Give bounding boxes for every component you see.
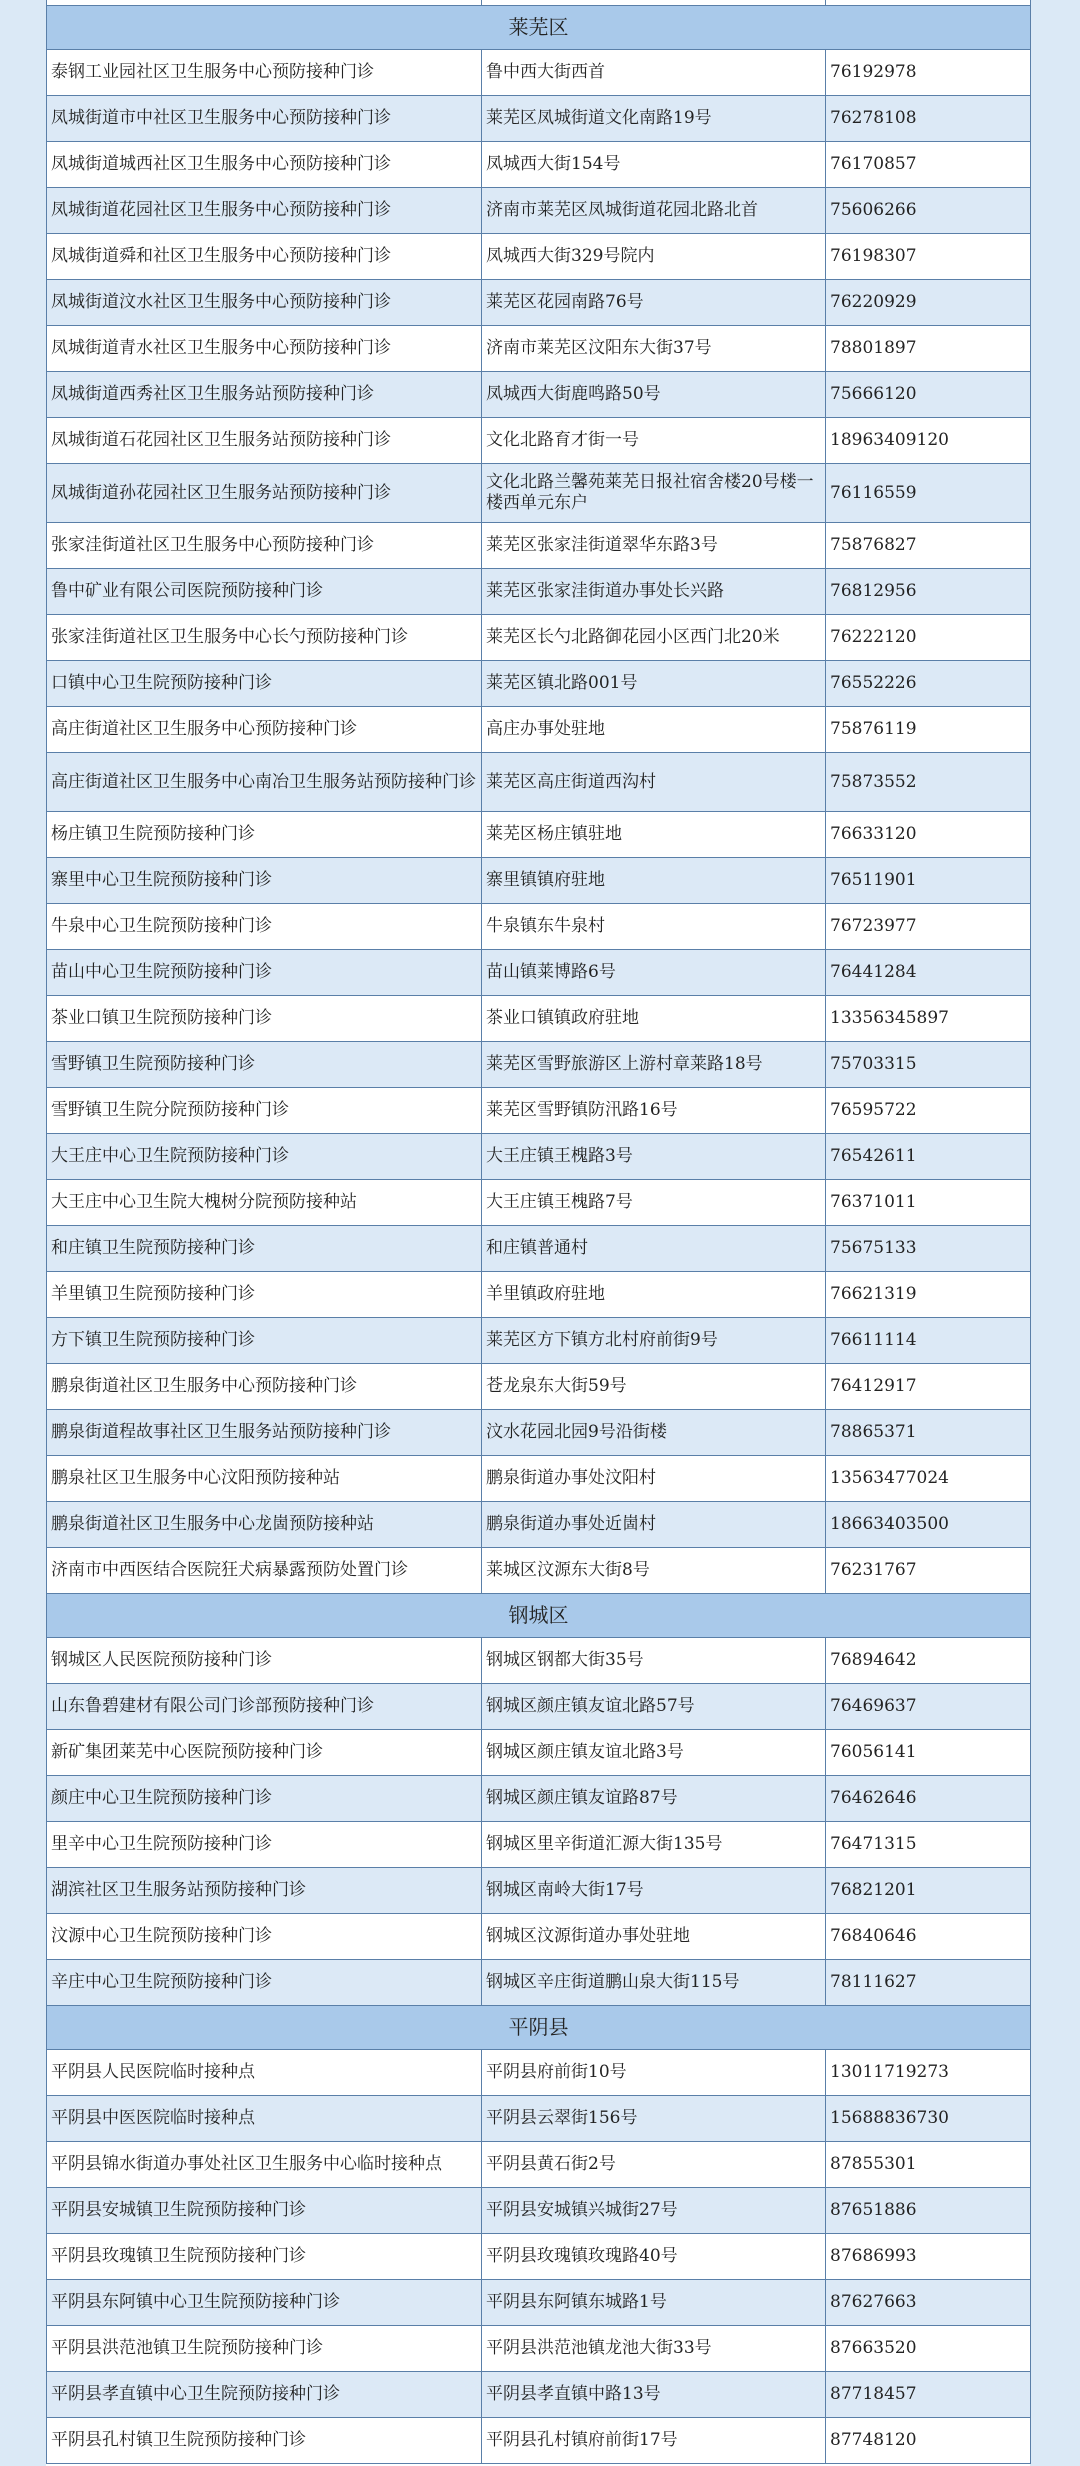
clinic-name-cell: 苗山中心卫生院预防接种门诊 bbox=[47, 950, 482, 996]
clinic-name-cell: 牛泉中心卫生院预防接种门诊 bbox=[47, 904, 482, 950]
table-row bbox=[47, 1318, 1031, 1364]
table-row bbox=[47, 326, 1031, 372]
table-row bbox=[47, 1868, 1031, 1914]
phone-cell: 76723977 bbox=[826, 904, 1031, 950]
address-cell: 平阴县孝直镇中路13号 bbox=[482, 2372, 826, 2418]
table-row bbox=[47, 2096, 1031, 2142]
address-cell: 莱芜区杨庄镇驻地 bbox=[482, 812, 826, 858]
clinic-name-cell: 高庄街道社区卫生服务中心预防接种门诊 bbox=[47, 707, 482, 753]
clinic-name-cell: 鹏泉街道程故事社区卫生服务站预防接种门诊 bbox=[47, 1410, 482, 1456]
clinic-name-cell: 鲁中矿业有限公司医院预防接种门诊 bbox=[47, 569, 482, 615]
phone-cell: 15688836730 bbox=[826, 2096, 1031, 2142]
clinic-name-cell: 平阴县孔村镇卫生院预防接种门诊 bbox=[47, 2418, 482, 2464]
table-row bbox=[47, 2188, 1031, 2234]
address-cell: 茶业口镇镇政府驻地 bbox=[482, 996, 826, 1042]
phone-cell: 75876119 bbox=[826, 707, 1031, 753]
phone-cell: 78111627 bbox=[826, 1960, 1031, 2006]
phone-cell: 78801897 bbox=[826, 326, 1031, 372]
address-cell: 苍龙泉东大街59号 bbox=[482, 1364, 826, 1410]
vaccination-clinic-table bbox=[46, 0, 1031, 2464]
address-cell: 平阴县安城镇兴城街27号 bbox=[482, 2188, 826, 2234]
address-cell: 莱芜区长勺北路御花园小区西门北20米 bbox=[482, 615, 826, 661]
table-row bbox=[47, 2326, 1031, 2372]
clinic-name-cell: 口镇中心卫生院预防接种门诊 bbox=[47, 661, 482, 707]
clinic-name-cell: 平阴县东阿镇中心卫生院预防接种门诊 bbox=[47, 2280, 482, 2326]
table-row bbox=[47, 1502, 1031, 1548]
table-row bbox=[47, 372, 1031, 418]
address-cell: 平阴县东阿镇东城路1号 bbox=[482, 2280, 826, 2326]
phone-cell: 75666120 bbox=[826, 372, 1031, 418]
clinic-name-cell: 寨里中心卫生院预防接种门诊 bbox=[47, 858, 482, 904]
phone-cell: 76821201 bbox=[826, 1868, 1031, 1914]
phone-cell: 18963409120 bbox=[826, 418, 1031, 464]
table-row bbox=[47, 615, 1031, 661]
address-cell: 和庄镇普通村 bbox=[482, 1226, 826, 1272]
phone-cell: 78865371 bbox=[826, 1410, 1031, 1456]
phone-cell: 87627663 bbox=[826, 2280, 1031, 2326]
address-cell: 牛泉镇东牛泉村 bbox=[482, 904, 826, 950]
section-header bbox=[47, 6, 1031, 50]
table-row bbox=[47, 2280, 1031, 2326]
table-row bbox=[47, 50, 1031, 96]
table-row bbox=[47, 1134, 1031, 1180]
address-cell: 苗山镇莱博路6号 bbox=[482, 950, 826, 996]
phone-cell: 75873552 bbox=[826, 753, 1031, 812]
address-cell: 凤城西大街329号院内 bbox=[482, 234, 826, 280]
phone-cell: 87663520 bbox=[826, 2326, 1031, 2372]
address-cell: 莱芜区雪野旅游区上游村章莱路18号 bbox=[482, 1042, 826, 1088]
table-row bbox=[47, 1776, 1031, 1822]
address-cell: 平阴县孔村镇府前街17号 bbox=[482, 2418, 826, 2464]
address-cell: 济南市莱芜区汶阳东大街37号 bbox=[482, 326, 826, 372]
clinic-name-cell: 新矿集团莱芜中心医院预防接种门诊 bbox=[47, 1730, 482, 1776]
clinic-name-cell: 凤城街道孙花园社区卫生服务站预防接种门诊 bbox=[47, 464, 482, 523]
phone-cell: 18663403500 bbox=[826, 1502, 1031, 1548]
phone-cell: 13356345897 bbox=[826, 996, 1031, 1042]
address-cell: 平阴县玫瑰镇玫瑰路40号 bbox=[482, 2234, 826, 2280]
section-header bbox=[47, 2006, 1031, 2050]
phone-cell: 76621319 bbox=[826, 1272, 1031, 1318]
table-row bbox=[47, 280, 1031, 326]
address-cell: 鲁中西大街西首 bbox=[482, 50, 826, 96]
phone-cell: 76552226 bbox=[826, 661, 1031, 707]
phone-cell: 87748120 bbox=[826, 2418, 1031, 2464]
clinic-name-cell: 鹏泉街道社区卫生服务中心预防接种门诊 bbox=[47, 1364, 482, 1410]
table-row bbox=[47, 1638, 1031, 1684]
address-cell: 大王庄镇王槐路7号 bbox=[482, 1180, 826, 1226]
clinic-name-cell: 辛庄中心卫生院预防接种门诊 bbox=[47, 1960, 482, 2006]
clinic-name-cell: 凤城街道石花园社区卫生服务站预防接种门诊 bbox=[47, 418, 482, 464]
clinic-name-cell: 凤城街道城西社区卫生服务中心预防接种门诊 bbox=[47, 142, 482, 188]
clinic-name-cell: 凤城街道青水社区卫生服务中心预防接种门诊 bbox=[47, 326, 482, 372]
table-row bbox=[47, 812, 1031, 858]
section-header bbox=[47, 1594, 1031, 1638]
table-row bbox=[47, 1730, 1031, 1776]
table-row bbox=[47, 1684, 1031, 1730]
clinic-name-cell: 平阴县孝直镇中心卫生院预防接种门诊 bbox=[47, 2372, 482, 2418]
address-cell: 平阴县府前街10号 bbox=[482, 2050, 826, 2096]
phone-cell: 76220929 bbox=[826, 280, 1031, 326]
table-row bbox=[47, 188, 1031, 234]
table-row bbox=[47, 569, 1031, 615]
phone-cell: 76170857 bbox=[826, 142, 1031, 188]
address-cell: 凤城西大街154号 bbox=[482, 142, 826, 188]
address-cell: 莱芜区花园南路76号 bbox=[482, 280, 826, 326]
clinic-name-cell: 雪野镇卫生院分院预防接种门诊 bbox=[47, 1088, 482, 1134]
clinic-name-cell: 杨庄镇卫生院预防接种门诊 bbox=[47, 812, 482, 858]
address-cell: 钢城区里辛街道汇源大街135号 bbox=[482, 1822, 826, 1868]
clinic-name-cell: 里辛中心卫生院预防接种门诊 bbox=[47, 1822, 482, 1868]
address-cell: 莱芜区方下镇方北村府前街9号 bbox=[482, 1318, 826, 1364]
table-row bbox=[47, 142, 1031, 188]
clinic-name-cell: 和庄镇卫生院预防接种门诊 bbox=[47, 1226, 482, 1272]
clinic-name-cell: 高庄街道社区卫生服务中心南冶卫生服务站预防接种门诊 bbox=[47, 753, 482, 812]
phone-cell: 76812956 bbox=[826, 569, 1031, 615]
clinic-name-cell: 泰钢工业园社区卫生服务中心预防接种门诊 bbox=[47, 50, 482, 96]
address-cell: 羊里镇政府驻地 bbox=[482, 1272, 826, 1318]
phone-cell: 76894642 bbox=[826, 1638, 1031, 1684]
phone-cell: 76511901 bbox=[826, 858, 1031, 904]
address-cell: 莱芜区凤城街道文化南路19号 bbox=[482, 96, 826, 142]
phone-cell: 75675133 bbox=[826, 1226, 1031, 1272]
phone-cell: 87651886 bbox=[826, 2188, 1031, 2234]
clinic-name-cell: 羊里镇卫生院预防接种门诊 bbox=[47, 1272, 482, 1318]
address-cell: 钢城区钢都大街35号 bbox=[482, 1638, 826, 1684]
table-row bbox=[47, 418, 1031, 464]
address-cell: 钢城区颜庄镇友谊路87号 bbox=[482, 1776, 826, 1822]
address-cell: 文化北路兰馨苑莱芜日报社宿舍楼20号楼一楼西单元东户 bbox=[482, 464, 826, 523]
address-cell: 高庄办事处驻地 bbox=[482, 707, 826, 753]
phone-cell: 87686993 bbox=[826, 2234, 1031, 2280]
table-row bbox=[47, 753, 1031, 812]
address-cell: 文化北路育才街一号 bbox=[482, 418, 826, 464]
table-row bbox=[47, 858, 1031, 904]
address-cell: 钢城区辛庄街道鹏山泉大街115号 bbox=[482, 1960, 826, 2006]
clinic-name-cell: 汶源中心卫生院预防接种门诊 bbox=[47, 1914, 482, 1960]
table-row bbox=[47, 1914, 1031, 1960]
clinic-name-cell: 平阴县洪范池镇卫生院预防接种门诊 bbox=[47, 2326, 482, 2372]
clinic-name-cell: 钢城区人民医院预防接种门诊 bbox=[47, 1638, 482, 1684]
clinic-name-cell: 张家洼街道社区卫生服务中心长勺预防接种门诊 bbox=[47, 615, 482, 661]
table-row bbox=[47, 523, 1031, 569]
address-cell: 寨里镇镇府驻地 bbox=[482, 858, 826, 904]
phone-cell: 13011719273 bbox=[826, 2050, 1031, 2096]
phone-cell: 76441284 bbox=[826, 950, 1031, 996]
table-row bbox=[47, 904, 1031, 950]
phone-cell: 76056141 bbox=[826, 1730, 1031, 1776]
phone-cell: 76469637 bbox=[826, 1684, 1031, 1730]
clinic-name-cell: 平阴县人民医院临时接种点 bbox=[47, 2050, 482, 2096]
phone-cell: 75876827 bbox=[826, 523, 1031, 569]
clinic-name-cell: 雪野镇卫生院预防接种门诊 bbox=[47, 1042, 482, 1088]
phone-cell: 13563477024 bbox=[826, 1456, 1031, 1502]
table-row bbox=[47, 96, 1031, 142]
section-title: 莱芜区 bbox=[47, 6, 1031, 50]
phone-cell: 76412917 bbox=[826, 1364, 1031, 1410]
clinic-name-cell: 凤城街道舜和社区卫生服务中心预防接种门诊 bbox=[47, 234, 482, 280]
clinic-name-cell: 张家洼街道社区卫生服务中心预防接种门诊 bbox=[47, 523, 482, 569]
table-row bbox=[47, 2418, 1031, 2464]
clinic-name-cell: 凤城街道花园社区卫生服务中心预防接种门诊 bbox=[47, 188, 482, 234]
phone-cell: 75606266 bbox=[826, 188, 1031, 234]
address-cell: 莱城区汶源东大街8号 bbox=[482, 1548, 826, 1594]
address-cell: 大王庄镇王槐路3号 bbox=[482, 1134, 826, 1180]
address-cell: 钢城区颜庄镇友谊北路57号 bbox=[482, 1684, 826, 1730]
clinic-name-cell: 凤城街道西秀社区卫生服务站预防接种门诊 bbox=[47, 372, 482, 418]
table-row bbox=[47, 996, 1031, 1042]
clinic-name-cell: 方下镇卫生院预防接种门诊 bbox=[47, 1318, 482, 1364]
address-cell: 汶水花园北园9号沿街楼 bbox=[482, 1410, 826, 1456]
clinic-name-cell: 平阴县玫瑰镇卫生院预防接种门诊 bbox=[47, 2234, 482, 2280]
address-cell: 莱芜区张家洼街道办事处长兴路 bbox=[482, 569, 826, 615]
address-cell: 钢城区颜庄镇友谊北路3号 bbox=[482, 1730, 826, 1776]
phone-cell: 76231767 bbox=[826, 1548, 1031, 1594]
clinic-name-cell: 大王庄中心卫生院预防接种门诊 bbox=[47, 1134, 482, 1180]
phone-cell: 76192978 bbox=[826, 50, 1031, 96]
table-row bbox=[47, 2372, 1031, 2418]
phone-cell: 76222120 bbox=[826, 615, 1031, 661]
table-row bbox=[47, 2234, 1031, 2280]
section-title: 平阴县 bbox=[47, 2006, 1031, 2050]
address-cell: 平阴县云翠街156号 bbox=[482, 2096, 826, 2142]
phone-cell: 76595722 bbox=[826, 1088, 1031, 1134]
address-cell: 莱芜区张家洼街道翠华东路3号 bbox=[482, 523, 826, 569]
table-row bbox=[47, 1088, 1031, 1134]
clinic-name-cell: 平阴县锦水街道办事处社区卫生服务中心临时接种点 bbox=[47, 2142, 482, 2188]
phone-cell: 87718457 bbox=[826, 2372, 1031, 2418]
phone-cell: 76840646 bbox=[826, 1914, 1031, 1960]
phone-cell: 76116559 bbox=[826, 464, 1031, 523]
address-cell: 鹏泉街道办事处汶阳村 bbox=[482, 1456, 826, 1502]
address-cell: 钢城区汶源街道办事处驻地 bbox=[482, 1914, 826, 1960]
clinic-name-cell: 湖滨社区卫生服务站预防接种门诊 bbox=[47, 1868, 482, 1914]
address-cell: 凤城西大街鹿鸣路50号 bbox=[482, 372, 826, 418]
table-row bbox=[47, 1456, 1031, 1502]
table-row bbox=[47, 661, 1031, 707]
address-cell: 莱芜区镇北路001号 bbox=[482, 661, 826, 707]
clinic-name-cell: 鹏泉社区卫生服务中心汶阳预防接种站 bbox=[47, 1456, 482, 1502]
phone-cell: 76471315 bbox=[826, 1822, 1031, 1868]
table-row bbox=[47, 2050, 1031, 2096]
clinic-name-cell: 凤城街道汶水社区卫生服务中心预防接种门诊 bbox=[47, 280, 482, 326]
phone-cell: 76462646 bbox=[826, 1776, 1031, 1822]
clinic-name-cell: 茶业口镇卫生院预防接种门诊 bbox=[47, 996, 482, 1042]
table-row bbox=[47, 464, 1031, 523]
table-row bbox=[47, 950, 1031, 996]
clinic-name-cell: 颜庄中心卫生院预防接种门诊 bbox=[47, 1776, 482, 1822]
table-row bbox=[47, 1226, 1031, 1272]
table-row bbox=[47, 234, 1031, 280]
clinic-name-cell: 凤城街道市中社区卫生服务中心预防接种门诊 bbox=[47, 96, 482, 142]
table-row bbox=[47, 1410, 1031, 1456]
table-row bbox=[47, 1960, 1031, 2006]
address-cell: 济南市莱芜区凤城街道花园北路北首 bbox=[482, 188, 826, 234]
clinic-name-cell: 鹏泉街道社区卫生服务中心龙崮预防接种站 bbox=[47, 1502, 482, 1548]
address-cell: 平阴县洪范池镇龙池大街33号 bbox=[482, 2326, 826, 2372]
phone-cell: 76611114 bbox=[826, 1318, 1031, 1364]
address-cell: 莱芜区雪野镇防汛路16号 bbox=[482, 1088, 826, 1134]
table-row bbox=[47, 1180, 1031, 1226]
table-row bbox=[47, 707, 1031, 753]
address-cell: 鹏泉街道办事处近崮村 bbox=[482, 1502, 826, 1548]
phone-cell: 87855301 bbox=[826, 2142, 1031, 2188]
table-row bbox=[47, 1822, 1031, 1868]
address-cell: 平阴县黄石街2号 bbox=[482, 2142, 826, 2188]
phone-cell: 76371011 bbox=[826, 1180, 1031, 1226]
clinic-name-cell: 大王庄中心卫生院大槐树分院预防接种站 bbox=[47, 1180, 482, 1226]
section-title: 钢城区 bbox=[47, 1594, 1031, 1638]
phone-cell: 75703315 bbox=[826, 1042, 1031, 1088]
phone-cell: 76278108 bbox=[826, 96, 1031, 142]
phone-cell: 76198307 bbox=[826, 234, 1031, 280]
table-row bbox=[47, 1042, 1031, 1088]
table-row bbox=[47, 2142, 1031, 2188]
clinic-name-cell: 平阴县中医医院临时接种点 bbox=[47, 2096, 482, 2142]
table-row bbox=[47, 1272, 1031, 1318]
clinic-name-cell: 平阴县安城镇卫生院预防接种门诊 bbox=[47, 2188, 482, 2234]
clinic-name-cell: 山东鲁碧建材有限公司门诊部预防接种门诊 bbox=[47, 1684, 482, 1730]
address-cell: 莱芜区高庄街道西沟村 bbox=[482, 753, 826, 812]
table-row bbox=[47, 1364, 1031, 1410]
table-row bbox=[47, 1548, 1031, 1594]
phone-cell: 76542611 bbox=[826, 1134, 1031, 1180]
clinic-name-cell: 济南市中西医结合医院狂犬病暴露预防处置门诊 bbox=[47, 1548, 482, 1594]
address-cell: 钢城区南岭大街17号 bbox=[482, 1868, 826, 1914]
phone-cell: 76633120 bbox=[826, 812, 1031, 858]
